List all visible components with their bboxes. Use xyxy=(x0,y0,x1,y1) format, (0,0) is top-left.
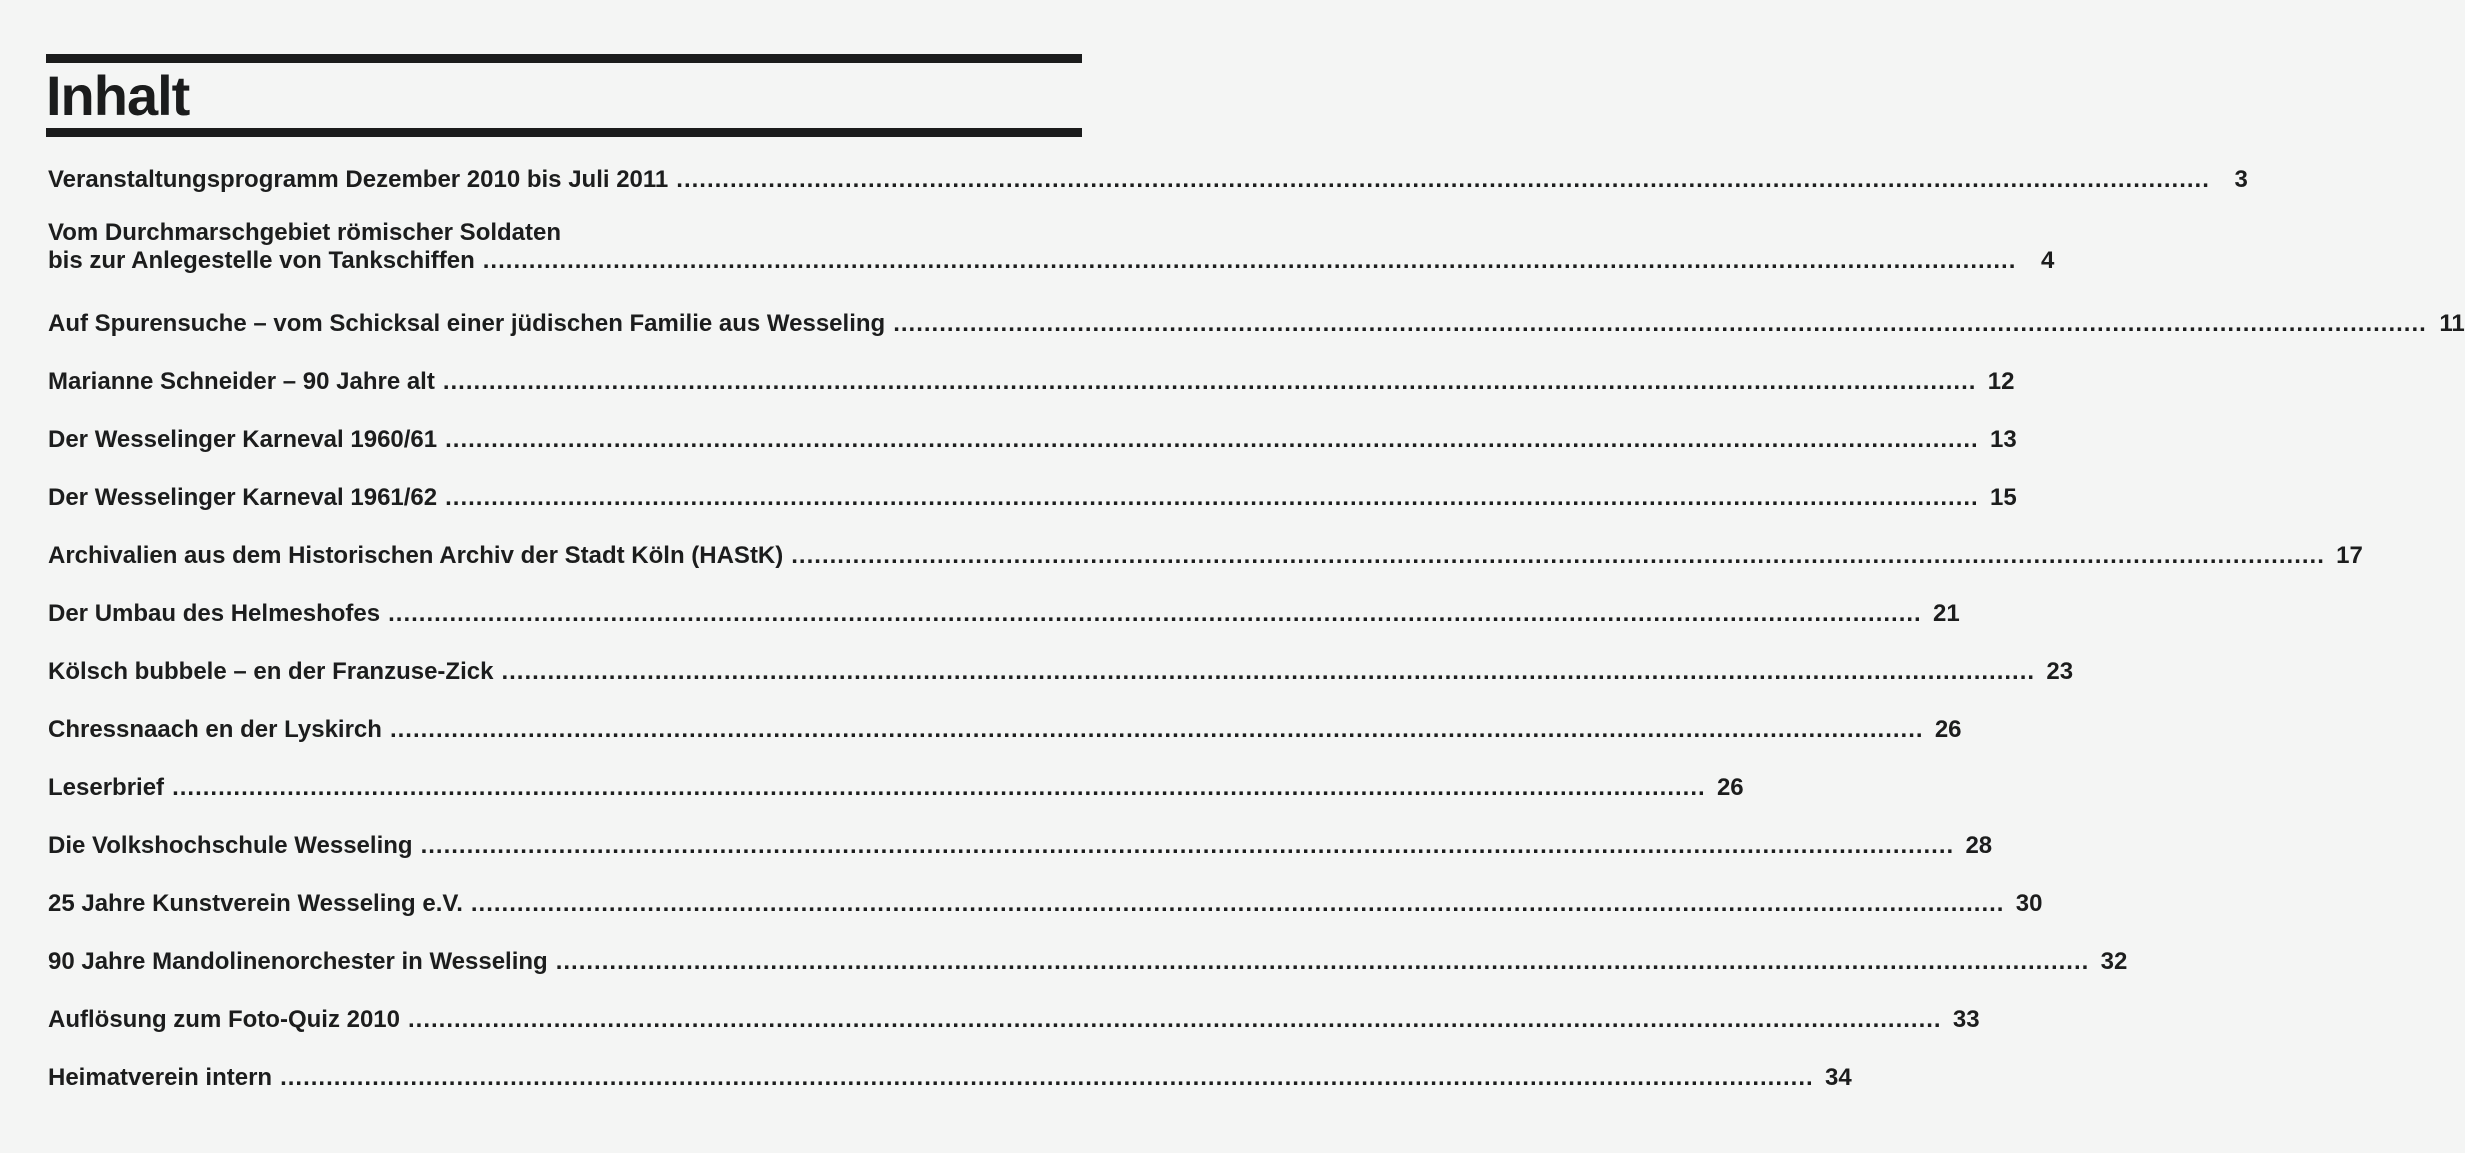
toc-entry-title: Marianne Schneider – 90 Jahre alt xyxy=(48,368,435,395)
toc-entry-page: 28 xyxy=(1965,832,1993,859)
toc-entry-title: Leserbrief xyxy=(48,774,165,801)
toc-entry xyxy=(48,425,2017,455)
dot-leader: ........................................................................................................................................................................................................ xyxy=(482,247,2017,274)
toc-entry-title: 90 Jahre Mandolinenorchester in Wesseling xyxy=(48,948,548,975)
toc-entry xyxy=(48,599,1960,629)
toc-entry-title: Heimatverein intern xyxy=(48,1064,273,1091)
dot-leader: ........................................................................................................................................................................................................ xyxy=(445,484,1979,511)
dot-leader: ........................................................................................................................................................................................................ xyxy=(420,832,1955,859)
dot-leader: ........................................................................................................................................................................................................ xyxy=(445,426,1979,453)
dot-leader: ........................................................................................................................................................................................................ xyxy=(791,542,2325,569)
toc-entry-page: 12 xyxy=(1987,368,2015,395)
toc-entry-page: 26 xyxy=(1934,716,1962,743)
toc-entry xyxy=(48,367,2015,397)
toc-entry-page: 23 xyxy=(2046,658,2074,685)
toc-entry xyxy=(48,1005,1980,1035)
toc-entry-title: Die Volkshochschule Wesseling xyxy=(48,832,413,859)
toc-entry xyxy=(48,218,2055,276)
toc-entry-page: 26 xyxy=(1716,774,1744,801)
toc-entry-page: 17 xyxy=(2336,542,2363,569)
dot-leader: ........................................................................................................................................................................................................ xyxy=(676,166,2210,193)
toc-entry-title: bis zur Anlegestelle von Tankschiffen xyxy=(48,247,475,274)
toc-entry-page: 33 xyxy=(1952,1006,1980,1033)
toc-entry xyxy=(48,657,2074,687)
toc-entry xyxy=(48,541,2363,571)
toc-entry-title: Der Wesselinger Karneval 1961/62 xyxy=(48,484,438,511)
toc-entry-title: Kölsch bubbele – en der Franzuse-Zick xyxy=(48,658,494,685)
dot-leader: ........................................................................................................................................................................................................ xyxy=(470,890,2005,917)
toc-entry-page: 32 xyxy=(2100,948,2128,975)
toc-entry xyxy=(48,773,1744,803)
toc-entry xyxy=(48,889,2043,919)
toc-entry-page: 3 xyxy=(2234,166,2248,193)
toc-entry-title: Chressnaach en der Lyskirch xyxy=(48,716,382,743)
dot-leader: ........................................................................................................................................................................................................ xyxy=(389,716,1924,743)
toc-entry-page: 30 xyxy=(2015,890,2043,917)
toc-entry-page: 15 xyxy=(1990,484,2017,511)
dot-leader: ........................................................................................................................................................................................................ xyxy=(280,1064,1814,1091)
toc-entry-page: 13 xyxy=(1990,426,2017,453)
dot-leader: ........................................................................................................................................................................................................ xyxy=(442,368,1977,395)
toc-entry-title: 25 Jahre Kunstverein Wesseling e.V. xyxy=(48,890,463,917)
toc-entry-title: Archivalien aus dem Historischen Archiv der Stadt Köln (HAStK) xyxy=(48,542,784,569)
toc-entry xyxy=(48,483,2017,513)
toc-entry xyxy=(48,947,2128,977)
toc-entry xyxy=(48,831,1993,861)
toc-entry xyxy=(48,309,2465,339)
page-title: Inhalt xyxy=(46,64,190,127)
toc-entry-title-line1: Vom Durchmarschgebiet römischer Soldaten xyxy=(48,219,562,246)
toc-entry-title: Der Wesselinger Karneval 1960/61 xyxy=(48,426,438,453)
toc-entry xyxy=(48,1063,1852,1093)
toc-entry xyxy=(48,165,2248,195)
dot-leader: ........................................................................................................................................................................................................ xyxy=(408,1006,1942,1033)
toc-entry-title: Auf Spurensuche – vom Schicksal einer jüdischen Familie aus Wesseling xyxy=(48,310,886,337)
toc-entry-page: 4 xyxy=(2041,247,2055,274)
toc-entry-title: Auflösung zum Foto-Quiz 2010 xyxy=(48,1006,400,1033)
dot-leader: ........................................................................................................................................................................................................ xyxy=(388,600,1922,627)
dot-leader: ........................................................................................................................................................................................................ xyxy=(172,774,1706,801)
toc-entry-title: Veranstaltungsprogramm Dezember 2010 bis Juli 2011 xyxy=(48,166,669,193)
toc-entry-page: 11 xyxy=(2439,310,2465,337)
dot-leader: ........................................................................................................................................................................................................ xyxy=(555,948,2090,975)
toc-entry xyxy=(48,715,1962,745)
toc-entry-title: Der Umbau des Helmeshofes xyxy=(48,600,381,627)
toc-entry-page: 21 xyxy=(1933,600,1960,627)
dot-leader: ........................................................................................................................................................................................................ xyxy=(893,310,2427,337)
toc-entry-page: 34 xyxy=(1824,1064,1852,1091)
dot-leader: ........................................................................................................................................................................................................ xyxy=(501,658,2036,685)
